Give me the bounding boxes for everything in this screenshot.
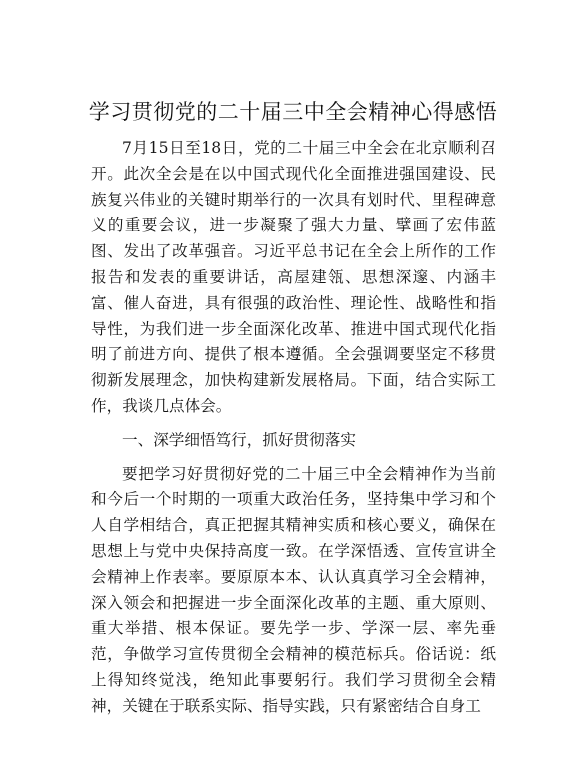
document-title: 学习贯彻党的二十届三中全会精神心得感悟 <box>88 100 498 124</box>
document-body <box>91 136 496 720</box>
paragraph-section-1: 要把学习好贯彻好党的二十届三中全会精神作为当前和今后一个时期的一项重大政治任务，坚持集中学习和个人自学相结合，真正把握其精神实质和核心要义，确保在思想上与党中央保持高度一致。在学深悟透、宣传宣讲全会精神上作表率。要原原本本、认认真真学习全会精神，深入领会和把握进一步全面深化改革的主题、重大原则、重大举措、根本保证。要先学一步、学深一层、率先垂范，争做学习宣传贯彻全会精神的模范标兵。俗话说：纸上得知终觉浅，绝知此事要躬行。我们学习贯彻全会精神，关键在于联系实际、指导实践，只有紧密结合自身工 <box>91 464 496 715</box>
paragraph-intro: 7月15日至18日，党的二十届三中全会在北京顺利召开。此次全会是在以中国式现代化全面推进强国建设、民族复兴伟业的关键时期举行的一次具有划时代、里程碑意义的重要会议，进一步凝聚了强大力量、擘画了宏伟蓝图、发出了改革强音。习近平总书记在全会上所作的工作报告和发表的重要讲话，高屋建瓴、思想深邃、内涵丰富、催人奋进，具有很强的政治性、理论性、战略性和指导性，为我们进一步全面深化改革、推进中国式现代化指明了前进方向、提供了根本遵循。全会强调要坚定不移贯彻新发展理念，加快构建新发展格局。下面，结合实际工作，我谈几点体会。 <box>91 139 496 415</box>
section-heading-1: 一、深学细悟笃行，抓好贯彻落实 <box>122 430 356 449</box>
